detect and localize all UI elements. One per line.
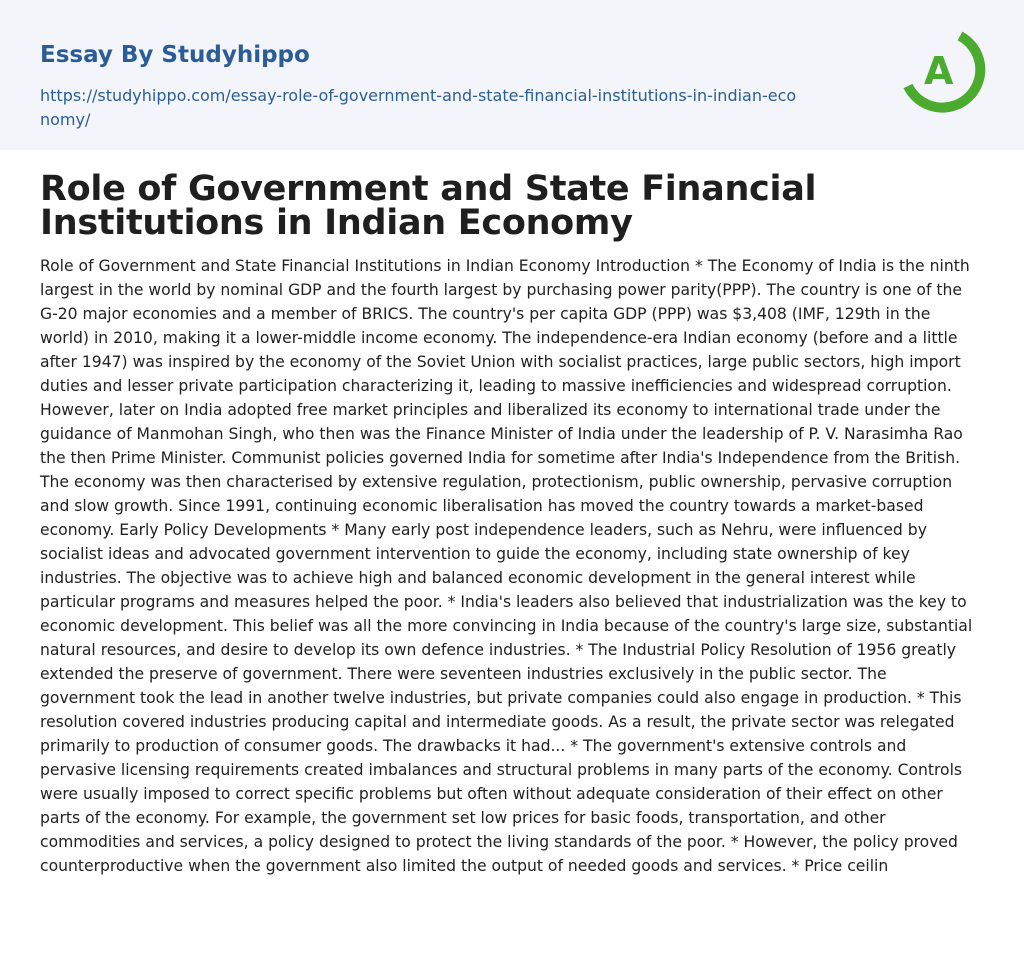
logo-letter: A — [924, 49, 954, 93]
source-url-link[interactable]: https://studyhippo.com/essay-role-of-government-and-state-financial-institutions-in-indian-economy/ — [40, 86, 797, 129]
article-body: Role of Government and State Financial Institutions in Indian Economy Introduction * The Economy of India is the ninth largest in the world by nominal GDP and the fourth largest by purchasing power parity(PPP). The country is one of the G-20 major economies and a member of BRICS. The country's per capita GDP (PPP) was $3,408 (IMF, 129th in the world) in 2010, making it a lower-middle income economy. The independence-era Indian economy (before and a little after 1947) was inspired by the economy of the Soviet Union with socialist practices, large public sectors, high import duties and lesser private participation characterizing it, leading to massive inefficiencies and widespread corruption. However, later on India adopted free market principles and liberalized its economy to international trade under the guidance of Manmohan Singh, who then was the Finance Minister of India under the leadership of P. V. Narasimha Rao the then Prime Minister. Communist policies governed India for sometime after India's Independence from the British. The economy was then characterised by extensive regulation, protectionism, public ownership, pervasive corruption and slow growth. Since 1991, continuing economic liberalisation has moved the country towards a market-based economy. Early Policy Developments * Many early post independence leaders, such as Nehru, were influenced by socialist ideas and advocated government intervention to guide the economy, including state ownership of key industries. The objective was to achieve high and balanced economic development in the general interest while particular programs and measures helped the poor. * India's leaders also believed that industrialization was the key to economic development. This belief was all the more convincing in India because of the country's large size, substantial natural resources, and desire to develop its own defence industries. * The Industrial Policy Resolution of 1956 greatly extended the preserve of government. There were seventeen industries exclusively in the public sector. The government took the lead in another twelve industries, but private companies could also engage in production. * This resolution covered industries producing capital and intermediate goods. As a result, the private sector was relegated primarily to production of consumer goods. The drawbacks it had... * The government's extensive controls and pervasive licensing requirements created imbalances and structural problems in many parts of the economy. Controls were usually imposed to correct specific problems but often without adequate consideration of their effect on other parts of the economy. For example, the government set low prices for basic foods, transportation, and other commodities and services, a policy designed to protect the living standards of the poor. * However, the policy proved counterproductive when the government also limited the output of needed goods and services. * Price ceilin — [40, 257, 973, 875]
site-brand[interactable]: Essay By Studyhippo — [40, 42, 310, 68]
site-header — [0, 0, 1024, 150]
article-title: Role of Government and State Financial Institutions in Indian Economy — [40, 169, 817, 243]
studyhippo-logo-icon[interactable] — [898, 28, 986, 116]
article — [0, 150, 1024, 878]
